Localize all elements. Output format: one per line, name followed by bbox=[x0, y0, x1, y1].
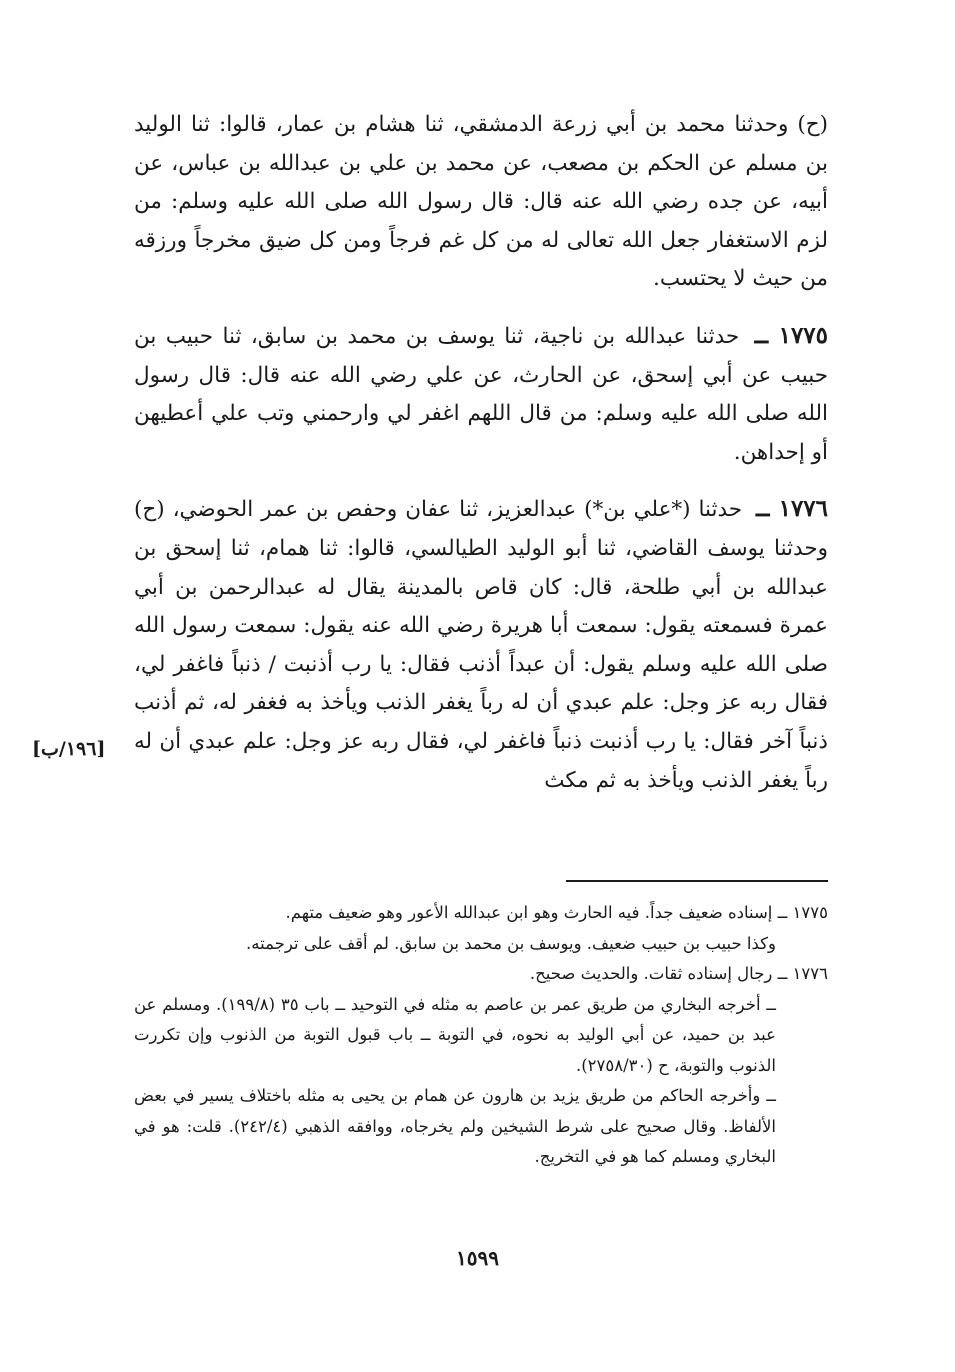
footnote-text: رجال إسناده ثقات. والحديث صحيح. bbox=[529, 964, 773, 983]
footnotes bbox=[134, 898, 828, 1173]
hadith-text: حدثنا عبدالله بن ناجية، ثنا يوسف بن محمد بن سابق، ثنا حبيب بن حبيب عن أبي إسحق، عن الحارث، عن علي رضي الله عنه قال: قال رسول الله صلى الله عليه وسلم: من قال اللهم اغفر لي وارحمني وتب علي أعطيهن أو إحداهن. bbox=[134, 323, 828, 465]
hadith-1776 bbox=[134, 490, 828, 800]
manuscript-folio-marker: [١٩٦/ب] bbox=[32, 738, 106, 760]
footnote-text: وكذا حبيب بن حبيب ضعيف. ويوسف بن محمد بن سابق. لم أقف على ترجمته. bbox=[246, 933, 776, 953]
footnote-text: ــ وأخرجه الحاكم من طريق يزيد بن هارون عن همام بن يحيى به مثله باختلاف يسير في بعض الألفاظ. وقال صحيح على شرط الشيخين ولم يخرجاه، ووافقه الذهبي (٢٤٢/٤). قلت: هو في البخاري ومسلم كما هو في التخريج. bbox=[134, 1086, 776, 1166]
page-number: ١٥٩٩ bbox=[456, 1246, 499, 1270]
main-text bbox=[134, 106, 828, 818]
footnote-text: ــ أخرجه البخاري من طريق عمر بن عاصم به مثله في التوحيد ــ باب ٣٥ (١٩٩/٨). ومسلم عن عبد بن حميد، عن أبي الوليد به نحوه، في التوبة ــ باب قبول التوبة من الذنوب وإن تكررت الذنوب والتوبة، ح (٢٧٥٨/٣٠). bbox=[134, 994, 777, 1075]
hadith-number: ١٧٧٦ ــ bbox=[756, 495, 829, 523]
footnote-number: ١٧٧٥ ــ bbox=[777, 903, 828, 922]
hadith-text: حدثنا (*علي بن*) عبدالعزيز، ثنا عفان وحفص بن عمر الحوضي، (ح) وحدثنا يوسف القاضي، ثنا أبو الوليد الطيالسي، قالوا: ثنا همام، ثنا إسحق بن عبدالله بن أبي طلحة، قال: كان قاص بالمدينة يقال له عبدالرحمن بن أبي عمرة فسمعته يقول: سمعت أبا هريرة رضي الله عنه يقول: سمعت رسول الله صلى الله عليه وسلم يقول: أن عبداً أذنب فقال: يا رب أذنبت / ذنباً فاغفر لي، فقال ربه عز وجل: علم عبدي أن له رباً يغفر الذنب ويأخذ به فغفر له، ثم أذنب ذنباً آخر فقال: يا رب أذنبت ذنباً فاغفر لي، فقال ربه عز وجل: علم عبدي أن له رباً يغفر الذنب ويأخذ به ثم مكث bbox=[134, 497, 828, 793]
footnote-text: إسناده ضعيف جداً. فيه الحارث وهو ابن عبدالله الأعور وهو ضعيف متهم. bbox=[285, 903, 773, 922]
paragraph-continuation: (ح) وحدثنا محمد بن أبي زرعة الدمشقي، ثنا هشام بن عمار، قالوا: ثنا الوليد بن مسلم عن الحكم بن مصعب، عن محمد بن علي بن عبدالله بن عباس، عن أبيه، عن جده رضي الله عنه قال: قال رسول الله صلى الله عليه وسلم: من لزم الاستغفار جعل الله تعالى له من كل غم فرجاً ومن كل ضيق مخرجاً ورزقه من حيث لا يحتسب. bbox=[134, 112, 828, 292]
footnote-divider bbox=[566, 880, 828, 882]
hadith-number: ١٧٧٥ ــ bbox=[754, 321, 829, 349]
hadith-1775 bbox=[134, 317, 828, 472]
footnote-number: ١٧٧٦ ــ bbox=[777, 964, 828, 983]
footnote-1776 bbox=[134, 959, 828, 990]
footnote-1775 bbox=[134, 898, 828, 929]
